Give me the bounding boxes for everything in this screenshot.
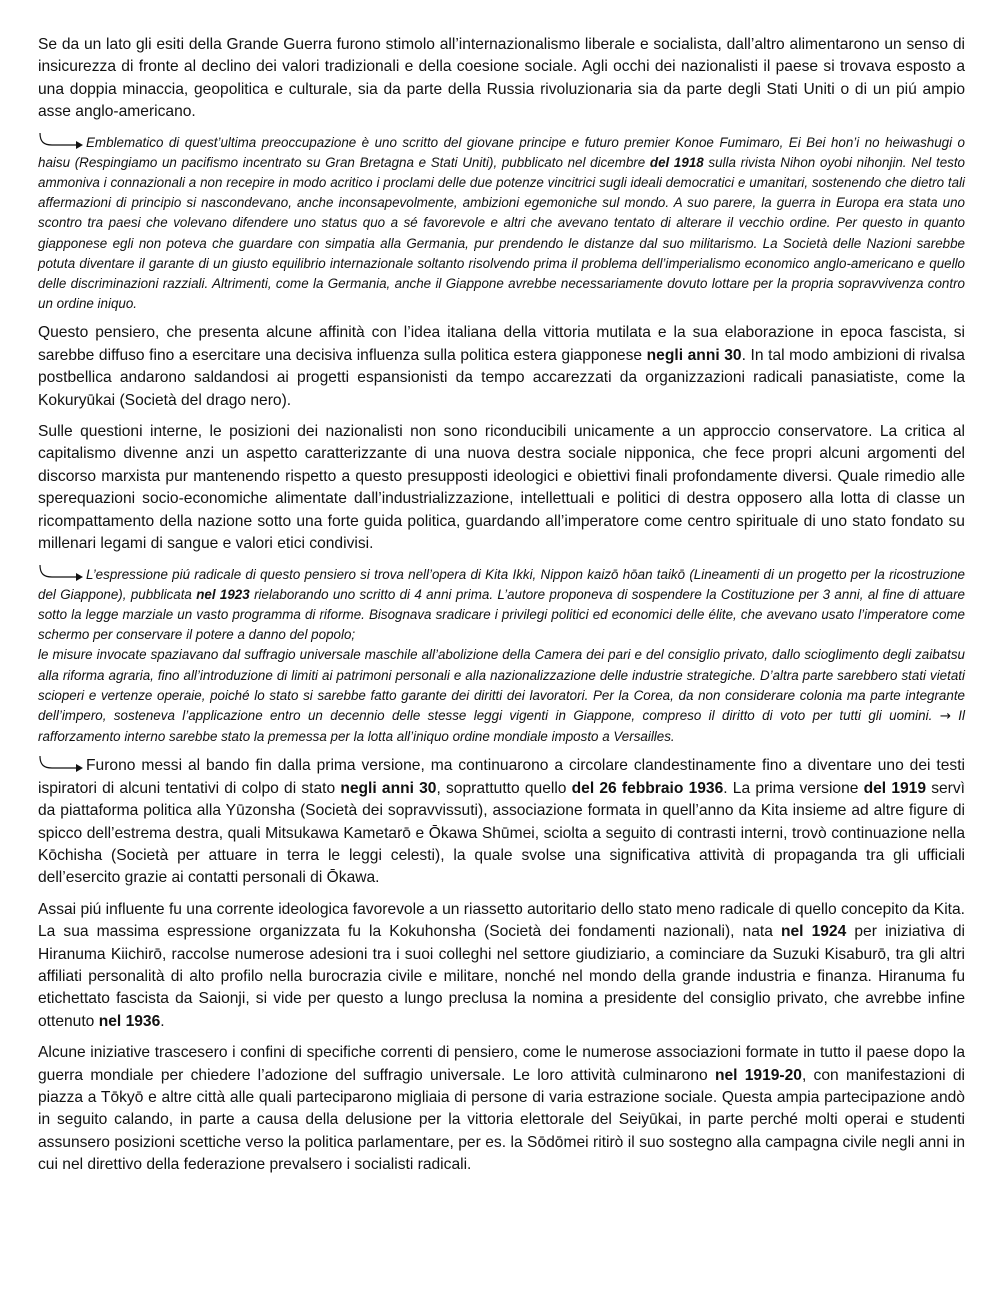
note-konoe: Emblematico di quest’ultima preoccupazione è uno scritto del giovane principe e futuro premier Konoe Fumimaro, Ei Bei hon’i no heiwashugi o haisu (Respingiamo un pacifismo incentrato su Gran Bretagna e Stati Uniti), pubblicato nel dicembre del 1918 sulla rivista Nihon oyobi nihonjin. Nel testo ammoniva i connazionali a non recepire in modo acritico i proclami delle due potenze vincitrici sugli ideali democratici e umanitari, sostenendo che dietro tali affermazioni di principio si nascondevano, anche inconsapevolmente, ambizioni egemoniche sul mondo. A suo parere, la guerra in Europa era stata uno scontro tra paesi che volevano difendere uno status quo a sé favorevole e altri che avevano tentato di alterare il vecchio ordine. Per questo in quanto giapponese egli non poteva che guardare con simpatia alla Germania, pur prendendo le distanze dal suo militarismo. La Società delle Nazioni sarebbe potuta diventare il garante di un giusto equilibrio internazionale soltanto risolvendo prima il problema dell’imperialismo economico anglo-americano e quello delle discriminazioni razziali. Altrimenti, come la Germania, anche il Giappone avrebbe necessariamente dovuto lottare per la propria sopravvivenza contro un ordine iniquo. xyxy=(38,134,965,312)
paragraph-6: Alcune iniziative trascesero i confini di specifiche correnti di pensiero, come le numerose associazioni formate in tutto il paese dopo la guerra mondiale per chiedere l’adozione del suffragio universale. Le loro attività culminarono nel 1919-20, con manifestazioni di piazza a Tōkyō e altre città alle quali parteciparono migliaia di persone di varia estrazione sociale. Questa ampia partecipazione andò in seguito calando, in parte a causa della delusione per la vittoria elettorale del Seiyūkai, in parte perché molti operai e studenti assunsero posizioni scettiche verso la politica parlamentare, per es. la Sōdōmei ritirò il suo sostegno alla campagna civile negli anni in cui nel direttivo della federazione prevalsero i socialisti radicali. xyxy=(38,1044,966,1174)
paragraph-2: Questo pensiero, che presenta alcune affinità con l’idea italiana della vittoria mutilata e la sua elaborazione in epoca fascista, si sarebbe diffuso fino a esercitare una decisiva influenza sulla politica estera giapponese negli anni 30. In tal modo ambizioni di rivalsa postbellica andarono saldandosi ai progetti espansionisti da tempo accarezzati da organizzazioni radicali panasiatiste, come la Kokuryūkai (Società del drago nero). xyxy=(38,324,965,409)
paragraph-4: Furono messi al bando fin dalla prima versione, ma continuarono a circolare clandestinamente fino a diventare uno dei testi ispiratori di alcuni tentativi di colpo di stato negli anni 30, soprattutto quello del 26 febbraio 1936. La prima versione del 1919 servì da piattaforma politica alla Yūzonsha (Società dei sopravvissuti), associazione formata in quell’anno da Kita insieme ad altre figure di spicco dell’estrema destra, quali Mitsukawa Kametarō e Ōkawa Shūmei, sciolta a seguito di contrasti interni, trovò continuazione nella Kōchisha (Società per attuare in terra le leggi celesti), la quale svolse una significativa attività di propaganda tra gli ufficiali dell’esercito grazie ai contatti personali di Ōkawa. xyxy=(38,757,965,887)
paragraph-1: Se da un lato gli esiti della Grande Guerra furono stimolo all’internazionalismo liberale e socialista, dall’altro alimentarono un senso di insicurezza di fronte al declino dei valori tradizionali e della coesione sociale. Agli occhi dei nazionalisti il paese si trovava esposto a una doppia minaccia, geopolitica e culturale, sia da parte della Russia rivoluzionaria sia da parte degli Stati Uniti o di un piú ampio asse anglo-americano. xyxy=(38,36,965,121)
paragraph-5: Assai piú influente fu una corrente ideologica favorevole a un riassetto autoritario dello stato meno radicale di quello concepito da Kita. La sua massima espressione organizzata fu la Kokuhonsha (Società dei fondamenti nazionali), nata nel 1924 per iniziativa di Hiranuma Kiichirō, raccolse numerose adesioni tra i suoi colleghi nel settore giudiziario, a cominciare da Suzuki Kisaburō, tra gli altri affiliati personalità di alto profilo nella burocrazia civile e militare, nonché nel mondo della grande industria e finanza. Hiranuma fu etichettato fascista da Saionji, si vide per questo a lungo preclusa la nomina a presidente del consiglio privato, che avrebbe infine ottenuto nel 1936. xyxy=(38,900,965,1030)
note-kita-ikki: L’espressione piú radicale di questo pensiero si trova nell’opera di Kita Ikki, Nippon kaizō hōan taikō (Lineamenti di un progetto per la ricostruzione del Giappone), pubblicata nel 1923 rielaborando uno scritto di 4 anni prima. L’autore proponeva di sospendere la Costituzione per 3 anni, al fine di attuare sotto la legge marziale un vasto programma di riforme. Bisognava sradicare i privilegi politici ed economici delle élite, che avevano usato l’imperatore come schermo per conservare il potere a danno del popolo; le misure invocate spaziavano dal suffragio universale maschile all’abolizione della Camera dei pari e del consiglio privato, dallo scioglimento degli zaibatsu alla riforma agraria, fino all’introduzione di limiti ai patrimoni personali e alla nazionalizzazione delle industrie strategiche. D’altra parte sarebbero stati vietati scioperi e vertenze operaie, poiché lo stato si sarebbe fatto garante dei diritti dei lavoratori. Per la Corea, da non considerare colonia ma parte integrante dell’impero, sosteneva l’applicazione entro un decennio delle stesse leggi vigenti in Giappone, compreso il diritto di voto per tutti gli uomini. → Il rafforzamento interno sarebbe stato la premessa per la lotta all’iniquo ordine mondiale imposto a Versailles. xyxy=(38,566,966,745)
curved-arrow-icon xyxy=(38,565,84,581)
paragraph-3: Sulle questioni interne, le posizioni dei nazionalisti non sono riconducibili unicamente a un approccio conservatore. La critica al capitalismo divenne anzi un aspetto caratterizzante di una nuova destra sociale nipponica, che fece propri alcuni argomenti del discorso marxista pur mantenendo rispetto a questo presupposti ideologici e obiettivi finali profondamente diversi. Quale rimedio alle sperequazioni socio-economiche alimentate dall’industrializzazione, intellettuali e politici di destra opposero alla lotta di classe un ricompattamento della nazione sotto una forte guida politica, guardando all’imperatore come centro spirituale di uno stato fondato su millenari legami di sangue e valori etici condivisi. xyxy=(38,423,965,553)
curved-arrow-icon xyxy=(38,756,84,772)
curved-arrow-icon xyxy=(38,133,84,149)
right-arrow-icon: → xyxy=(939,708,951,724)
